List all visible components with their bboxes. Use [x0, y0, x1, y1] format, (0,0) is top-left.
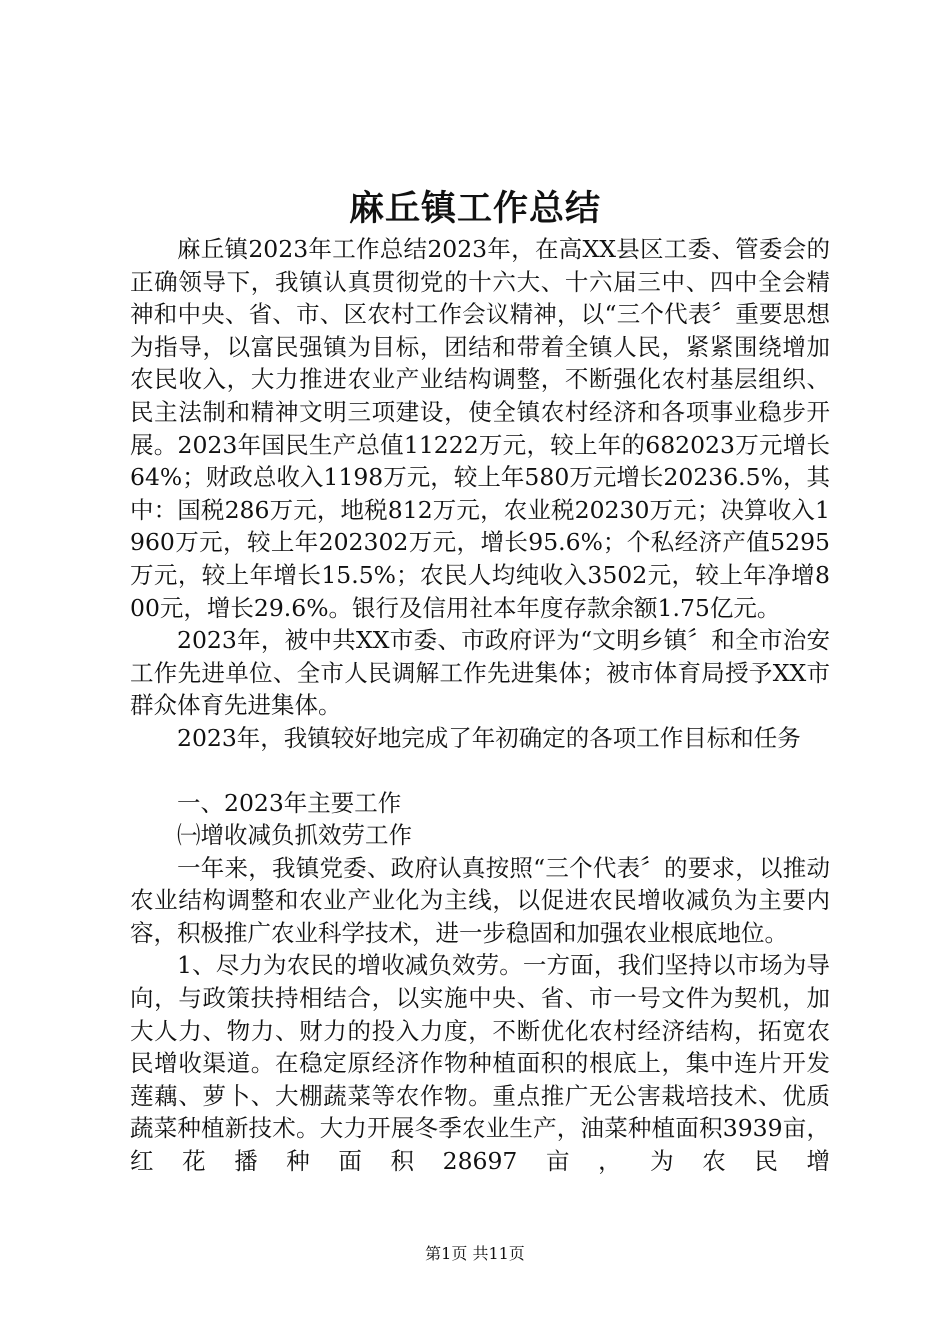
paragraph-goals: 2023年，我镇较好地完成了年初确定的各项工作目标和任务	[177, 723, 801, 752]
paragraph-summary: 麻丘镇2023年工作总结2023年，在高XX县区工委、管委会的正确领导下，我镇认真贯彻党的十六大、十六届三中、四中全会精神和中央、省、市、区农村工作会议精神，以“三个代表〞重要思想为指导，以富民强镇为目标，团结和带着全镇人民，紧紧围绕增加农民收入，大力推进农业产业结构调整，不断强化农村基层组织、民主法制和精神文明三项建设，使全镇农村经济和各项事业稳步开展。2023年国民生产总值11222万元，较上年的682023万元增长64%；财政总收入1198万元，较上年580万元增长20236.5%，其中：国税286万元，地税812万元，农业税20230万元；决算收入1960万元，较上年202302万元，增长95.6%；个私经济产值5295万元，较上年增长15.5%；农民人均纯收入3502元，较上年净增800元，增长29.6%。银行及信用社本年度存款余额1.75亿元。	[130, 235, 830, 622]
paragraph-honors: 2023年，被中共XX市委、市政府评为“文明乡镇〞和全市治安工作先进单位、全市人民调解工作先进集体；被市体育局授予XX市群众体育先进集体。	[130, 626, 830, 720]
document-body	[130, 233, 830, 1178]
page-footer: 第1页 共11页	[425, 1244, 525, 1263]
paragraph-overview: 一年来，我镇党委、政府认真按照“三个代表〞的要求，以推动农业结构调整和农业产业化为主线，以促进农民增收减负为主要内容，积极推广农业科学技术，进一步稳固和加强农业根底地位。	[130, 853, 830, 947]
paragraph-spacer	[130, 755, 830, 787]
paragraph-item-1: 1、尽力为农民的增收减负效劳。一方面，我们坚持以市场为导向，与政策扶持相结合，以实施中央、省、市一号文件为契机，加大人力、物力、财力的投入力度，不断优化农村经济结构，拓宽农民增收渠道。在稳定原经济作物种植面积的根底上，集中连片开发莲藕、萝卜、大棚蔬菜等农作物。重点推广无公害栽培技术、优质蔬菜种植新技术。大力开展冬季农业生产，油菜种植面积3939亩，红花播种面积28697亩，为农民增	[130, 951, 830, 1176]
document-title: 麻丘镇工作总结	[348, 188, 601, 229]
section-heading: 一、2023年主要工作	[177, 788, 402, 817]
subsection-heading: ㈠增收减负抓效劳工作	[177, 821, 412, 850]
